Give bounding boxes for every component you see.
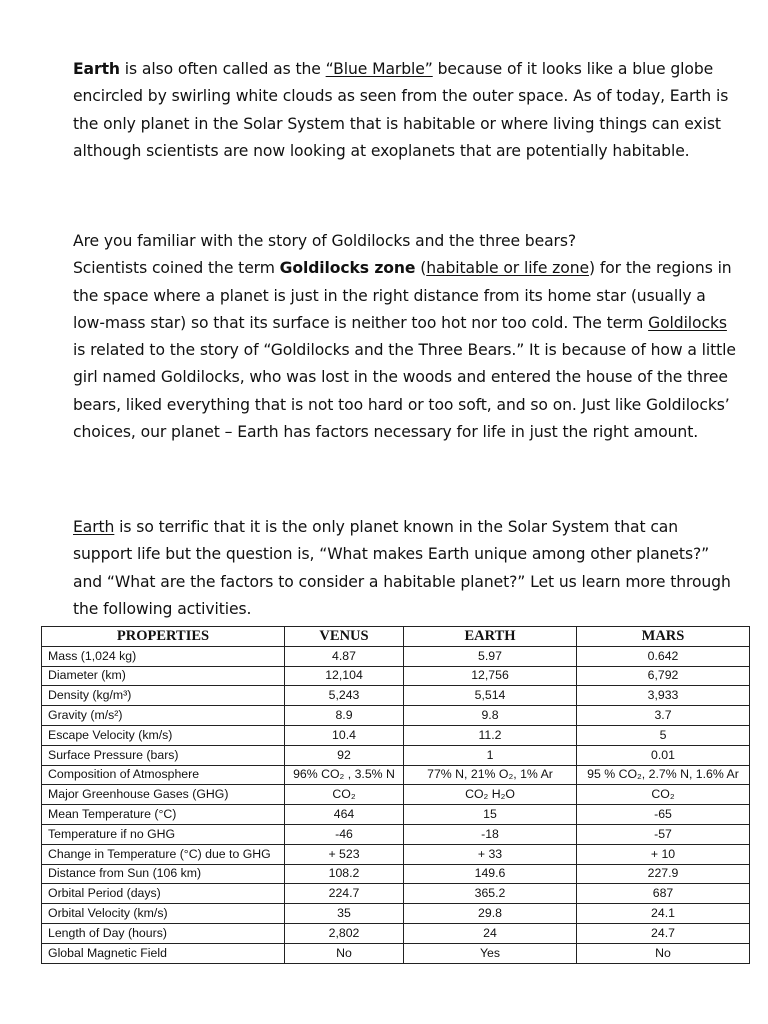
header-venus: VENUS — [285, 627, 404, 647]
property-value-cell: 9.8 — [404, 706, 577, 726]
goldilocks-body — [73, 255, 738, 446]
property-name-cell: Mean Temperature (°C) — [42, 805, 285, 825]
property-value-cell: 3.7 — [577, 706, 750, 726]
property-value-cell: + 10 — [577, 844, 750, 864]
property-value-cell: 464 — [285, 805, 404, 825]
property-value-cell: 5 — [577, 725, 750, 745]
property-value-cell: 5,514 — [404, 686, 577, 706]
earth-underlined: Earth — [73, 518, 115, 536]
property-value-cell: 227.9 — [577, 864, 750, 884]
table-row — [42, 785, 750, 805]
property-value-cell: 108.2 — [285, 864, 404, 884]
table-row — [42, 844, 750, 864]
intro-paragraph — [73, 56, 738, 165]
property-value-cell: 5.97 — [404, 646, 577, 666]
planet-properties-table — [41, 626, 750, 964]
property-value-cell: 24 — [404, 923, 577, 943]
property-name-cell: Surface Pressure (bars) — [42, 745, 285, 765]
property-value-cell: 95 % CO₂, 2.7% N, 1.6% Ar — [577, 765, 750, 785]
unique-earth-paragraph — [73, 514, 738, 623]
property-value-cell: Yes — [404, 943, 577, 963]
property-value-cell: 11.2 — [404, 725, 577, 745]
property-name-cell: Orbital Velocity (km/s) — [42, 904, 285, 924]
intro-text-a: is also often called as the — [119, 60, 326, 78]
property-value-cell: 1 — [404, 745, 577, 765]
property-value-cell: 4.87 — [285, 646, 404, 666]
table-header-row — [42, 627, 750, 647]
property-name-cell: Orbital Period (days) — [42, 884, 285, 904]
blue-marble-quote: “Blue Marble” — [325, 60, 433, 78]
property-value-cell: 8.9 — [285, 706, 404, 726]
property-value-cell: + 33 — [404, 844, 577, 864]
table-row — [42, 864, 750, 884]
table-row — [42, 904, 750, 924]
goldilocks-paragraph — [73, 228, 738, 446]
property-value-cell: 12,756 — [404, 666, 577, 686]
goldilocks-question: Are you familiar with the story of Goldilocks and the three bears? — [73, 232, 577, 250]
table-row — [42, 824, 750, 844]
property-name-cell: Length of Day (hours) — [42, 923, 285, 943]
table-body — [42, 646, 750, 963]
property-value-cell: -65 — [577, 805, 750, 825]
table-row — [42, 884, 750, 904]
property-value-cell: 15 — [404, 805, 577, 825]
property-value-cell: 3,933 — [577, 686, 750, 706]
property-value-cell: -18 — [404, 824, 577, 844]
property-name-cell: Temperature if no GHG — [42, 824, 285, 844]
property-value-cell: 24.1 — [577, 904, 750, 924]
intro-text-b: because of it looks like a blue globe encircled by swirling white clouds as seen from the outer space. As of today, Earth is the only planet in the Solar System that is habitable or where living things can exist although scientists are now looking at exoplanets that are potentially habitable. — [73, 60, 729, 160]
property-name-cell: Major Greenhouse Gases (GHG) — [42, 785, 285, 805]
property-name-cell: Gravity (m/s²) — [42, 706, 285, 726]
table-row — [42, 923, 750, 943]
table-row — [42, 943, 750, 963]
property-value-cell: + 523 — [285, 844, 404, 864]
property-value-cell: 12,104 — [285, 666, 404, 686]
property-value-cell: 92 — [285, 745, 404, 765]
table-row — [42, 666, 750, 686]
property-value-cell: 96% CO₂ , 3.5% N — [285, 765, 404, 785]
table-row — [42, 706, 750, 726]
table-row — [42, 725, 750, 745]
table-row — [42, 745, 750, 765]
property-value-cell: 5,243 — [285, 686, 404, 706]
property-name-cell: Mass (1,024 kg) — [42, 646, 285, 666]
property-value-cell: -46 — [285, 824, 404, 844]
property-value-cell: 0.642 — [577, 646, 750, 666]
property-value-cell: 224.7 — [285, 884, 404, 904]
property-value-cell: CO₂ — [285, 785, 404, 805]
property-name-cell: Change in Temperature (°C) due to GHG — [42, 844, 285, 864]
goldilocks-text-a: Scientists coined the term — [73, 259, 280, 278]
header-earth: EARTH — [404, 627, 577, 647]
property-value-cell: No — [577, 943, 750, 963]
table-row — [42, 765, 750, 785]
property-value-cell: 77% N, 21% O₂, 1% Ar — [404, 765, 577, 785]
goldilocks-word: Goldilocks — [648, 313, 727, 332]
table-row — [42, 646, 750, 666]
earth-bold: Earth — [73, 60, 120, 78]
property-value-cell: CO₂ — [577, 785, 750, 805]
property-name-cell: Escape Velocity (km/s) — [42, 725, 285, 745]
goldilocks-text-c: ) for the regions in the space where a planet is just in the right distance from its home star (usually a low-mass star) so that its surface is neither too hot nor too cold. The term — [73, 259, 732, 332]
header-properties: PROPERTIES — [42, 627, 285, 647]
goldilocks-text-b: ( — [415, 259, 427, 278]
property-value-cell: -57 — [577, 824, 750, 844]
property-value-cell: 10.4 — [285, 725, 404, 745]
header-mars: MARS — [577, 627, 750, 647]
goldilocks-zone-term: Goldilocks zone — [279, 259, 416, 278]
property-name-cell: Distance from Sun (106 km) — [42, 864, 285, 884]
property-value-cell: 0.01 — [577, 745, 750, 765]
property-value-cell: No — [285, 943, 404, 963]
table-row — [42, 686, 750, 706]
property-name-cell: Diameter (km) — [42, 666, 285, 686]
property-value-cell: 2,802 — [285, 923, 404, 943]
property-name-cell: Composition of Atmosphere — [42, 765, 285, 785]
property-value-cell: 149.6 — [404, 864, 577, 884]
property-value-cell: 365.2 — [404, 884, 577, 904]
property-value-cell: 24.7 — [577, 923, 750, 943]
property-value-cell: 29.8 — [404, 904, 577, 924]
property-value-cell: CO₂ H₂O — [404, 785, 577, 805]
property-value-cell: 687 — [577, 884, 750, 904]
property-value-cell: 6,792 — [577, 666, 750, 686]
property-name-cell: Global Magnetic Field — [42, 943, 285, 963]
property-value-cell: 35 — [285, 904, 404, 924]
table-row — [42, 805, 750, 825]
goldilocks-text-d: is related to the story of “Goldilocks and the Three Bears.” It is because of how a little girl named Goldilocks, who was lost in the woods and entered the house of the three bears, liked everything that is not too hard or too soft, and so on. Just like Goldilocks’ choices, our planet – Earth has factors necessary for life in just the right amount. — [73, 341, 736, 442]
unique-earth-text: is so terrific that it is the only planet known in the Solar System that can support life but the question is, “What makes Earth unique among other planets?” and “What are the factors to consider a habitable planet?” Let us learn more through the following activities. — [73, 518, 731, 618]
habitable-zone-term: habitable or life zone — [426, 259, 589, 278]
property-name-cell: Density (kg/m³) — [42, 686, 285, 706]
